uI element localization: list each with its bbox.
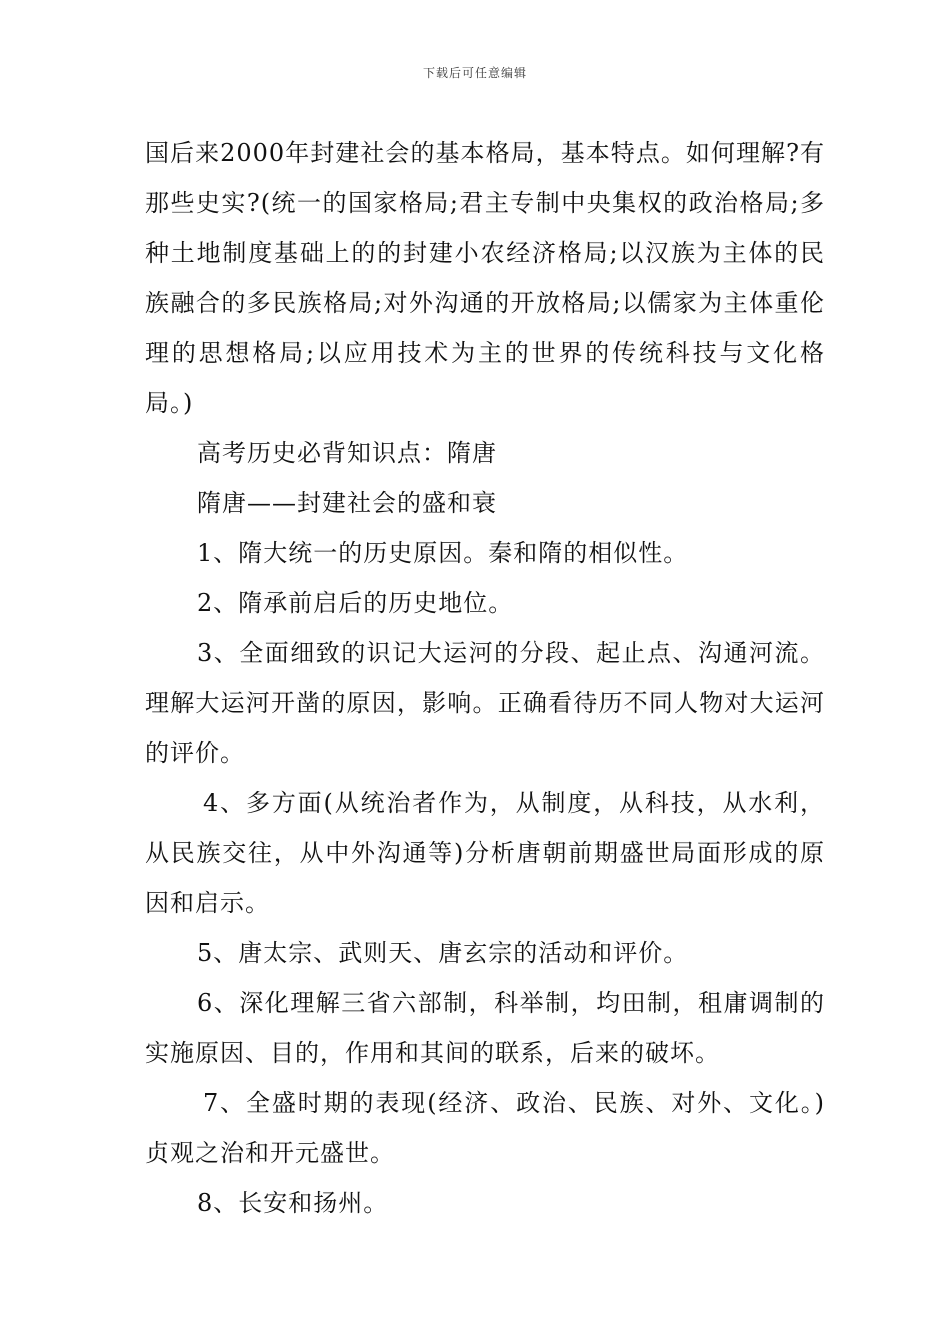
list-item-8: 8、长安和扬州。 <box>197 1189 389 1217</box>
list-item-4: 4、多方面(从统治者作为，从制度，从科技，从水利，从民族交往，从中外沟通等)分析唐朝前期盛世局面形成的原因和启示。 <box>145 789 825 917</box>
list-item-6: 6、深化理解三省六部制，科举制，均田制，租庸调制的实施原因、目的，作用和其间的联系，后来的破坏。 <box>145 989 825 1067</box>
section-heading: 高考历史必背知识点：隋唐 <box>197 439 497 467</box>
list-item-7: 7、全盛时期的表现(经济、政治、民族、对外、文化。)贞观之治和开元盛世。 <box>145 1089 825 1167</box>
list-item-5: 5、唐太宗、武则天、唐玄宗的活动和评价。 <box>197 939 689 967</box>
list-item-3: 3、全面细致的识记大运河的分段、起止点、沟通河流。理解大运河开凿的原因，影响。正确看待历不同人物对大运河的评价。 <box>145 639 825 767</box>
section-subtitle: 隋唐——封建社会的盛和衰 <box>197 489 497 517</box>
list-item-1: 1、隋大统一的历史原因。秦和隋的相似性。 <box>197 539 689 567</box>
paragraph-intro: 国后来2000年封建社会的基本格局，基本特点。如何理解?有那些史实?(统一的国家格局;君主专制中央集权的政治格局;多种土地制度基础上的的封建小农经济格局;以汉族为主体的民族融合的多民族格局;对外沟通的开放格局;以儒家为主体重伦理的思想格局;以应用技术为主的世界的传统科技与文化格局。) <box>145 139 825 417</box>
list-item-2: 2、隋承前启后的历史地位。 <box>197 589 514 617</box>
document-body <box>145 128 825 1228</box>
page-header: 下载后可任意编辑 <box>422 66 527 80</box>
